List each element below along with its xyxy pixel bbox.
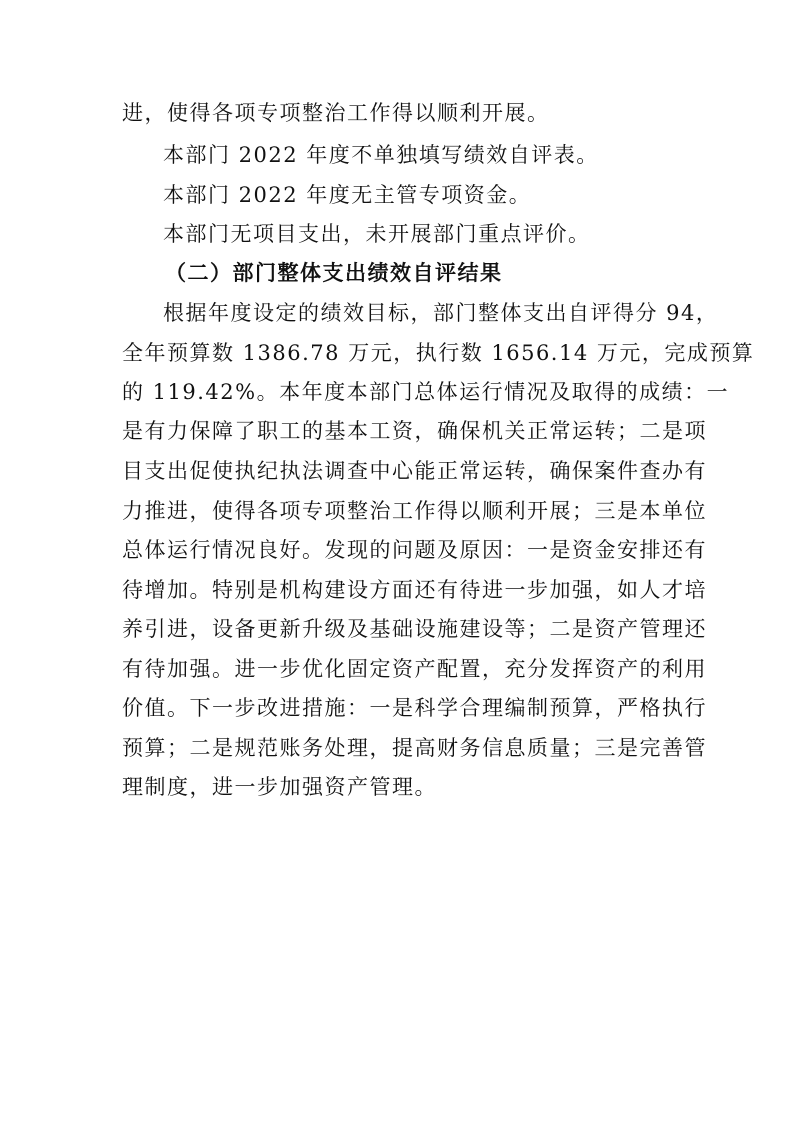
statement-project-expenditure: 本部门无项目支出，未开展部门重点评价。 (163, 222, 591, 246)
paragraph-line: 的 119.42%。本年度本部门总体运行情况及取得的成绩：一 (122, 380, 730, 404)
paragraph-line: 养引进，设备更新升级及基础设施建设等；二是资产管理还 (122, 617, 707, 641)
paragraph-line: 力推进，使得各项专项整治工作得以顺利开展；三是本单位 (122, 499, 707, 523)
paragraph-line: 理制度，进一步加强资产管理。 (122, 775, 437, 799)
statement-special-funds: 本部门 2022 年度无主管专项资金。 (163, 183, 532, 207)
paragraph-line: 总体运行情况良好。发现的问题及原因：一是资金安排还有 (122, 538, 707, 562)
paragraph-line: 有待加强。进一步优化固定资产配置，充分发挥资产的利用 (122, 657, 707, 681)
paragraph-line: 价值。下一步改进措施：一是科学合理编制预算，严格执行 (122, 696, 707, 720)
paragraph-line: 目支出促使执纪执法调查中心能正常运转，确保案件查办有 (122, 459, 707, 483)
paragraph-line: 全年预算数 1386.78 万元，执行数 1656.14 万元，完成预算 (122, 341, 755, 365)
paragraph-line: 是有力保障了职工的基本工资，确保机关正常运转；二是项 (122, 419, 707, 443)
continuation-line: 进，使得各项专项整治工作得以顺利开展。 (122, 101, 550, 125)
paragraph-line: 预算；二是规范账务处理，提高财务信息质量；三是完善管 (122, 736, 707, 760)
statement-self-evaluation-form: 本部门 2022 年度不单独填写绩效自评表。 (163, 143, 599, 167)
paragraph-line: 待增加。特别是机构建设方面还有待进一步加强，如人才培 (122, 578, 707, 602)
paragraph-line: 根据年度设定的绩效目标，部门整体支出自评得分 94， (163, 301, 719, 325)
section-heading: （二）部门整体支出绩效自评结果 (165, 260, 503, 285)
